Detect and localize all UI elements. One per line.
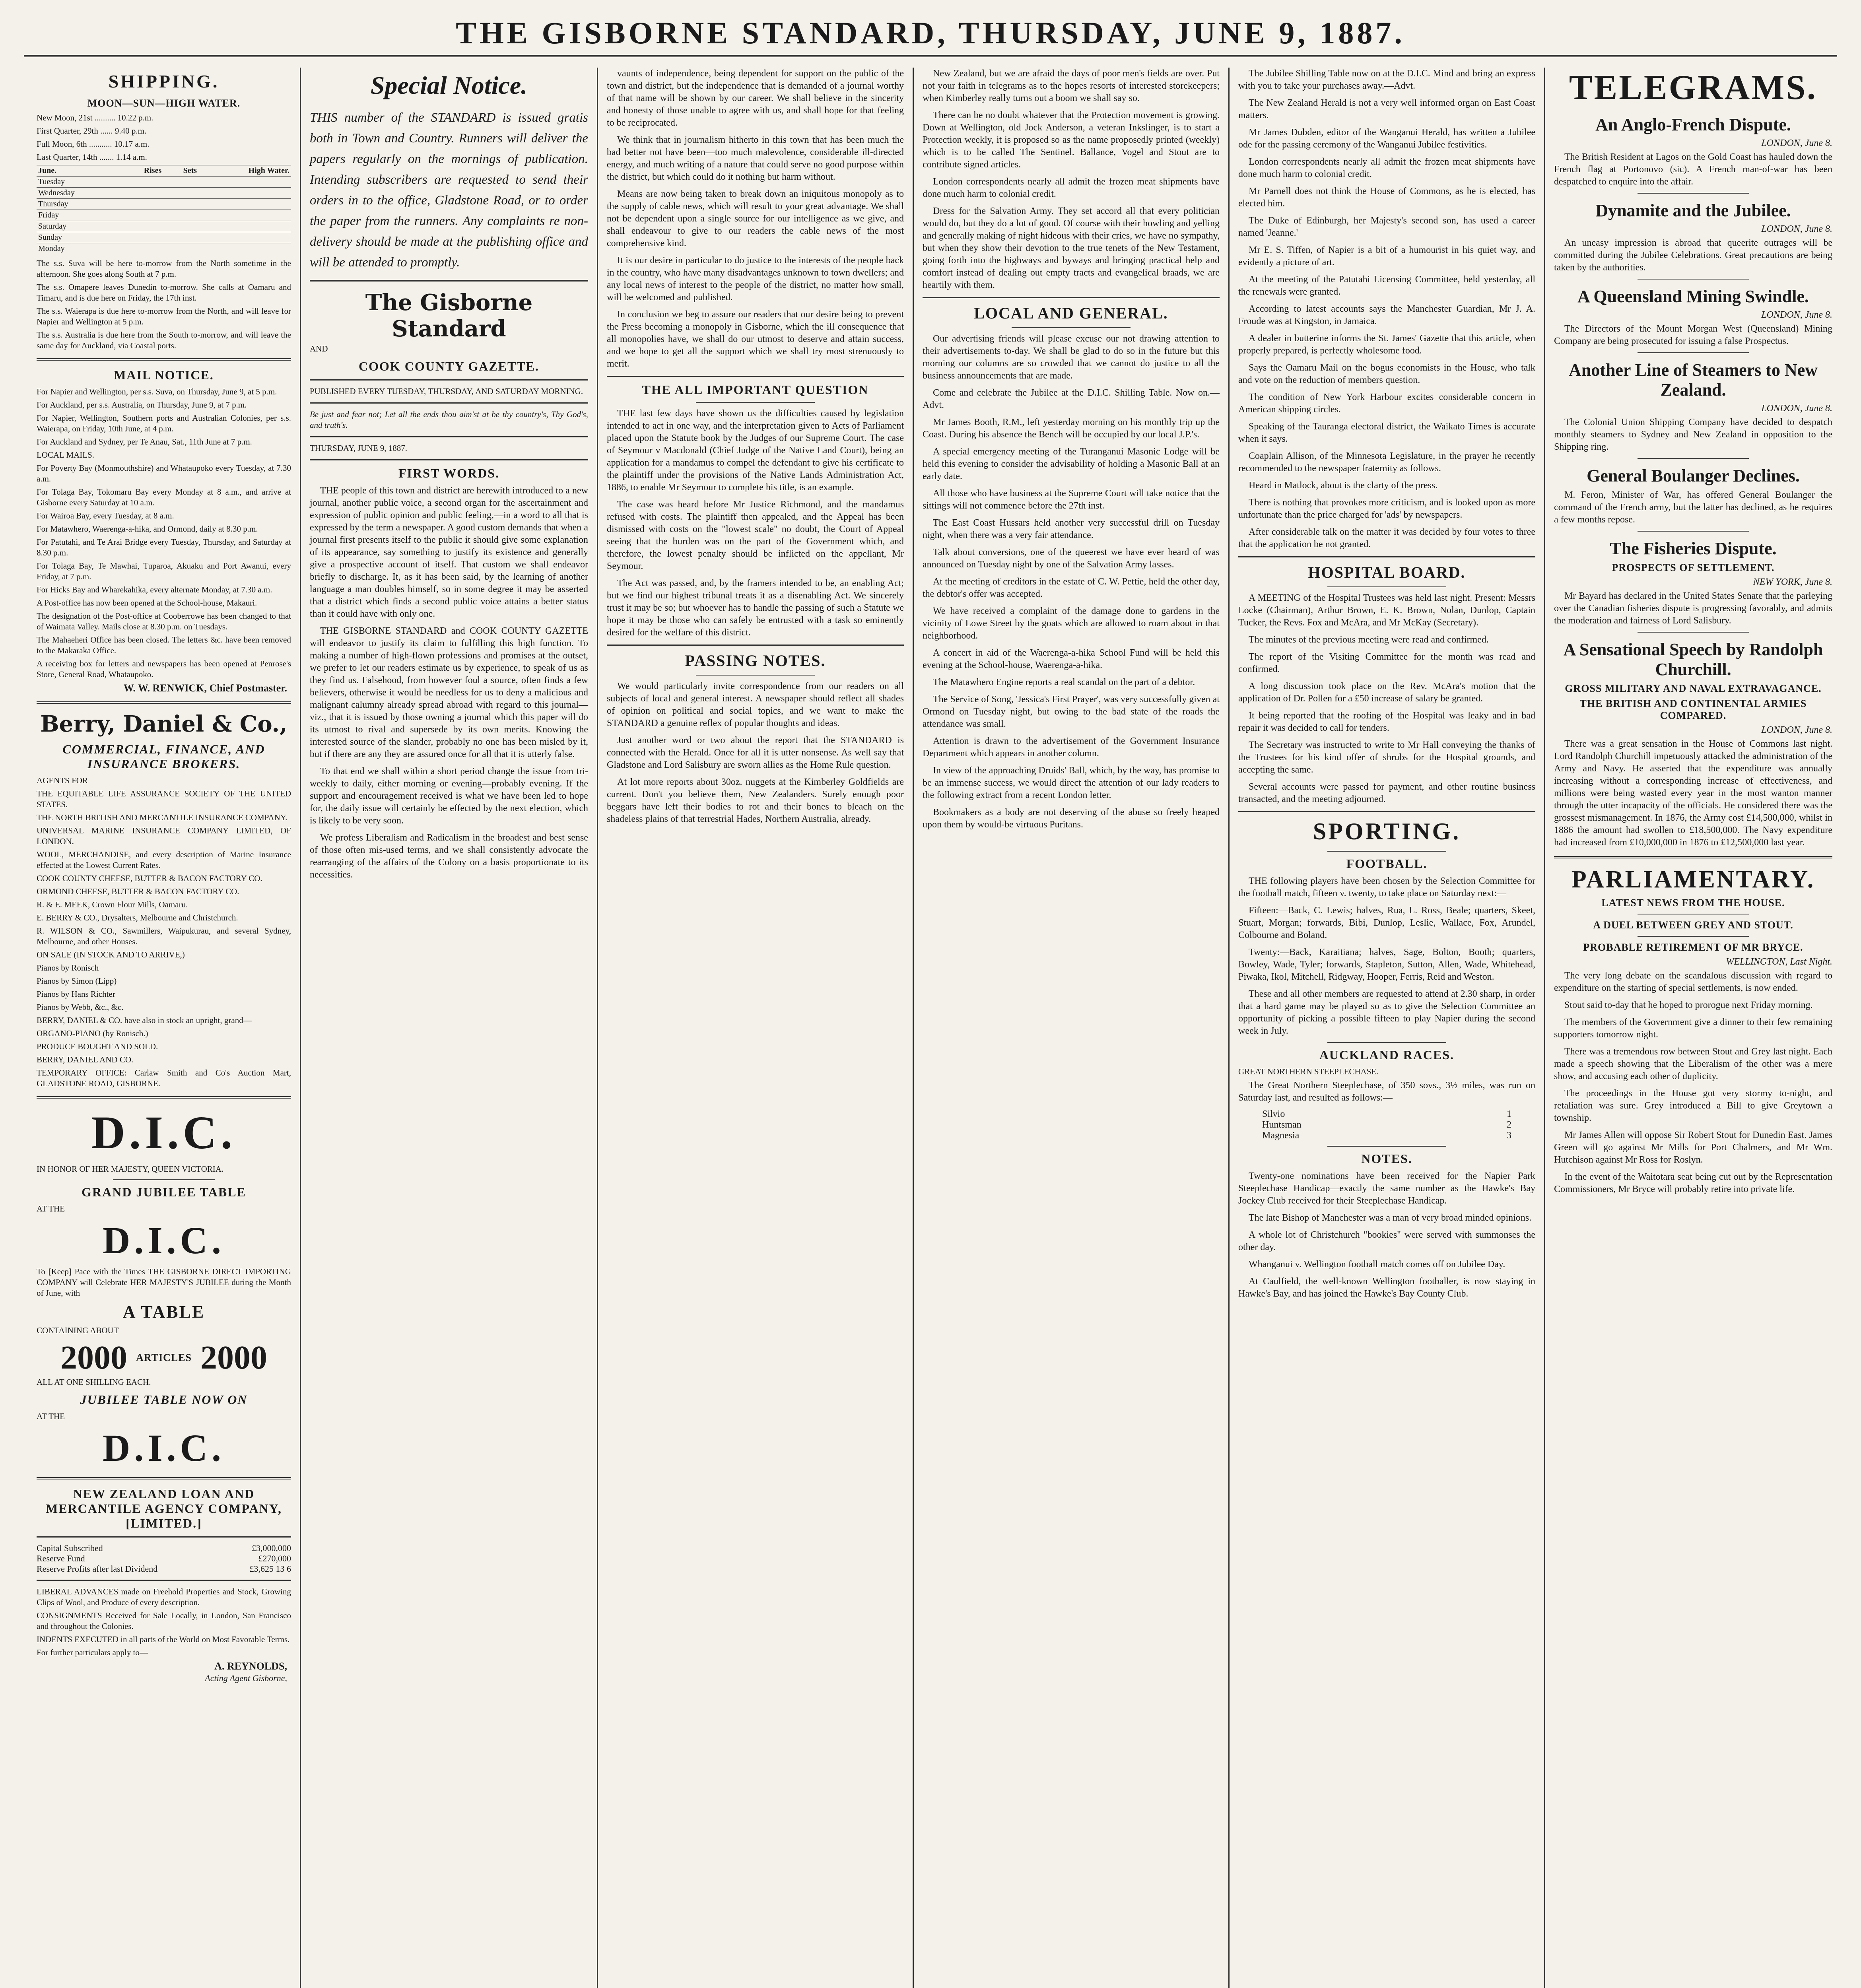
horse-name: Huntsman bbox=[1262, 1120, 1302, 1130]
notes-para: At Caulfield, the well-known Wellington footballer, is now staying in Hawke's Bay, and has joined the Hawke's Bay County Club. bbox=[1238, 1276, 1535, 1299]
nzloan-capital-label: Capital Subscribed bbox=[37, 1543, 103, 1553]
col5-para: After considerable talk on the matter it was decided by four votes to three that the application be not granted. bbox=[1238, 527, 1535, 549]
local-para: Come and celebrate the Jubilee at the D.I.C. Shilling Table. Now on.—Advt. bbox=[923, 388, 1220, 410]
first-words-para: THE people of this town and district are herewith introduced to a new journal, another public voice, a second organ for the ascertainment and expression of public opinion and public feeling,—in a word to all that is expressed by the term a newspaper. A good custom demands that when a journal first presents itself to the public it should give some explanation of its appearance, say something to justify its existence and generally give a prospective account of itself. That custom we shall endeavor briefly to discharge. It, as it has been said, by the learning of another language a man doubles himself, so in some degree it may be asserted that a district which finds a second public voice attains a better status than it could have with only one. bbox=[310, 485, 588, 619]
col5-para: Mr E. S. Tiffen, of Napier is a bit of a humourist in his quiet way, and evidently a picture of art. bbox=[1238, 245, 1535, 268]
dic-title-2: D.I.C. bbox=[102, 1219, 225, 1262]
horse-place: 3 bbox=[1507, 1130, 1511, 1141]
tide-header: June. bbox=[37, 165, 120, 177]
all-important-para: THE last few days have shown us the difficulties caused by legislation intended to act in one way, and the interpretation given to Acts of Parliament placed upon the Statute book by the Judges of our Supreme Court. The case of Seymour v Macdonald (Chief Judge of the Native Land Court), being an application for a mandamus to compel the defendant to give his certificate to the plaintiff under the provisions of the Native Lands Administration Act, 1886, to enable Mr Seymour to complete his title, is an example. bbox=[607, 408, 904, 493]
local-para: The Matawhero Engine reports a real scandal on the part of a debtor. bbox=[933, 677, 1195, 687]
paper-published: PUBLISHED EVERY TUESDAY, THURSDAY, AND SATURDAY MORNING. bbox=[310, 386, 583, 396]
dic-body: To [Keep] Pace with the Times THE GISBORNE DIRECT IMPORTING COMPANY will Celebrate HER MAJESTY'S JUBILEE during the Month of June, with bbox=[37, 1267, 291, 1298]
local-para: All those who have business at the Supreme Court will take notice that the sittings will not commence before the 27th inst. bbox=[923, 488, 1220, 511]
football-para: Twenty:—Back, Karaitiana; halves, Sage, Bolton, Booth; quarters, Bowley, Wade, Tyler; forwards, Stapleton, Sutton, Allen, Wade, Whitehead, Piwaka, Ikol, Mitchell, Ridgway, Hooper, Ferris, Reid and Weston. bbox=[1238, 947, 1535, 982]
mail-item: For Tolaga Bay, Te Mawhai, Tuparoa, Akuaku and Port Awanui, every Friday, at 7 p.m. bbox=[37, 561, 291, 581]
berry-subtitle: COMMERCIAL, FINANCE, AND INSURANCE BROKERS. bbox=[62, 742, 265, 771]
parliament-head: A DUEL BETWEEN GREY AND STOUT. bbox=[1593, 919, 1793, 931]
col5-para: Heard in Matlock, about is the clarty of the press. bbox=[1249, 480, 1438, 491]
tide-day: Tuesday bbox=[37, 177, 120, 188]
berry-agency: R. & E. MEEK, Crown Flour Mills, Oamaru. bbox=[37, 900, 188, 909]
auckland-sub: GREAT NORTHERN STEEPLECHASE. bbox=[1238, 1067, 1379, 1076]
berry-title: Berry, Daniel & Co., bbox=[40, 711, 288, 737]
col4-para: New Zealand, but we are afraid the days of poor men's fields are over. Put not your faith in telegrams as to the hopes resorts of interested storekeepers; when Kimberley really turns out a boom we shall say so. bbox=[923, 68, 1220, 103]
dic-jubilee-heading: GRAND JUBILEE TABLE bbox=[82, 1185, 246, 1199]
dic-title-3: D.I.C. bbox=[102, 1427, 225, 1469]
football-para: These and all other members are requested to attend at 2.30 sharp, in order that a hard game may be played so as to give the Selection Committee an opportunity of picking a possible fifteen to play Napier during the second week in July. bbox=[1238, 989, 1535, 1036]
telegram-subhead: GROSS MILITARY AND NAVAL EXTRAVAGANCE. bbox=[1565, 683, 1822, 694]
notice-title: Special Notice. bbox=[370, 71, 528, 99]
telegram-dateline: LONDON, June 8. bbox=[1761, 403, 1832, 414]
nzloan-body: For further particulars apply to— bbox=[37, 1648, 148, 1657]
telegram-head: Dynamite and the Jubilee. bbox=[1595, 201, 1791, 220]
nzloan-signature-title: Acting Agent Gisborne, bbox=[205, 1673, 287, 1683]
mail-signature: W. W. RENWICK, Chief Postmaster. bbox=[123, 682, 287, 694]
col5-para: The Duke of Edinburgh, her Majesty's second son, has used a career named 'Jeanne.' bbox=[1238, 215, 1535, 238]
berry-agency: ORMOND CHEESE, BUTTER & BACON FACTORY CO. bbox=[37, 887, 239, 896]
editorial-para: In conclusion we beg to assure our readers that our desire being to prevent the Press becoming a monopoly in Gisborne, which the ill consequence that all monopolies have, we shall do our utmost to deserve and attain success, and we hope to get all the support which we shall try most strenuously to merit. bbox=[607, 309, 904, 369]
mail-item: For Matawhero, Waerenga-a-hika, and Ormond, daily at 8.30 p.m. bbox=[37, 524, 258, 534]
hospital-para: It being reported that the roofing of the Hospital was leaky and in bad repair it was decided to call for tenders. bbox=[1238, 711, 1535, 733]
first-words-para: THE GISBORNE STANDARD and COOK COUNTY GAZETTE will endeavor to justify its claim to fulfilling this high function. To making a number of high-flown professions and promises at the outset, we prefer to let our readers estimate us by experience, to speak of us as they find us. Falsehood, from however foul a source, often finds a few believers, otherwise it would be needless for us to deny a malicious and malignant calumny already spread abroad with regard to this journal—viz., that it is issued by those owning a journal which this paper will do its utmost to rival and supersede by its own merits. Knowing the interested source of the slander, probably no one has been misled by it, but if there are any they are assured once for all that it is utterly false. bbox=[310, 626, 588, 759]
parliament-dateline: WELLINGTON, Last Night. bbox=[1726, 957, 1832, 967]
berry-agency: R. WILSON & CO., Sawmillers, Waipukurau, and several Sydney, Melbourne, and other Houses. bbox=[37, 926, 291, 946]
nzloan-profits-label: Reserve Profits after last Dividend bbox=[37, 1564, 158, 1574]
telegram-item bbox=[1554, 539, 1832, 627]
tide-header: Rises bbox=[120, 165, 163, 177]
column-hospital-sport bbox=[1230, 68, 1545, 1988]
col5-para: The Jubilee Shilling Table now on at the D.I.C. Mind and bring an express with you to take your purchases away.—Advt. bbox=[1238, 68, 1535, 91]
telegram-dateline: LONDON, June 8. bbox=[1761, 725, 1832, 735]
berry-agency: UNIVERSAL MARINE INSURANCE COMPANY LIMITED, OF LONDON. bbox=[37, 826, 291, 846]
nzloan-reserve-label: Reserve Fund bbox=[37, 1553, 85, 1563]
col5-para: The condition of New York Harbour excites considerable concern in American shipping circles. bbox=[1238, 392, 1535, 415]
telegram-body: The Directors of the Mount Morgan West (Queensland) Mining Company are being prosecuted for issuing a false Prospectus. bbox=[1554, 324, 1832, 346]
parliament-para: The very long debate on the scandalous discussion with regard to expenditure on the starting of special settlements, is now ended. bbox=[1554, 971, 1832, 993]
local-para: Talk about conversions, one of the queerest we have ever heard of was announced on Tuesday night by one of the Salvation Army lasses. bbox=[923, 547, 1220, 570]
telegram-body: The British Resident at Lagos on the Gold Coast has hauled down the French flag at Portonovo (sic). A French man-of-war has been despatched to enquire into the affair. bbox=[1554, 152, 1832, 187]
berry-agency: WOOL, MERCHANDISE, and every description of Marine Insurance effected at the Lowest Current Rates. bbox=[37, 850, 291, 870]
telegram-item bbox=[1554, 640, 1832, 849]
nzloan-reserve-value: £270,000 bbox=[258, 1553, 291, 1563]
moon-heading: MOON—SUN—HIGH WATER. bbox=[87, 97, 241, 109]
mail-item: A Post-office has now been opened at the School-house, Makauri. bbox=[37, 598, 257, 608]
telegram-body: There was a great sensation in the House of Commons last night. Lord Randolph Churchill impetuously attacked the administration of the Army and Navy. He asserted that the expenditure was annually increasing without a corresponding increase of effectiveness, and millions were being wasted every year in the most wanton manner through the utter incapacity of the officials. He considered there was the grossest mismanagement. In 1876, the Army cost £14,500,000, whilst in 1886 the amount had swollen to £18,500,000. The Navy expenditure had increased from £10,000,000 in 1876 to £12,500,000 last year. bbox=[1554, 739, 1832, 848]
editorial-para: It is our desire in particular to do justice to the interests of the people back in the country, who have many disadvantages unknown to town dwellers; and any local news of interest to the people of the district, no matter how small, will be welcomed and published. bbox=[607, 255, 904, 303]
nzloan-signature: A. REYNOLDS, bbox=[214, 1660, 287, 1672]
nzloan-body: LIBERAL ADVANCES made on Freehold Properties and Stock, Growing Clips of Wool, and Produce of every description. bbox=[37, 1587, 291, 1607]
shipping-note: The s.s. Omapere leaves Dunedin to-morrow. She calls at Oamaru and Timaru, and is due here on Friday, the 17th inst. bbox=[37, 282, 291, 303]
editorial-para: We think that in journalism hitherto in this town that has been much the bad better not have been—too much malevolence, considerable ill-directed energy, and much writing of a nature that could serve no good purpose within the district, but which could do it nothing but harm without. bbox=[607, 135, 904, 182]
notice-text: THIS number of the STANDARD is issued gratis both in Town and Country. Runners will deliver the papers regularly on the mornings of publication. Intending subscribers are requested to send their orders in to the office, Gladstone Road, or to order the paper from the runners. Any complaints re non-delivery should be made at the publishing office and will be attended to promptly. bbox=[310, 111, 588, 270]
berry-agency: Pianos by Hans Richter bbox=[37, 989, 115, 999]
local-para: Attention is drawn to the advertisement of the Government Insurance Department which appears in another column. bbox=[923, 736, 1220, 759]
mail-item: For Auckland and Sydney, per Te Anau, Sat., 11th June at 7 p.m. bbox=[37, 437, 252, 447]
parliament-head: PROBABLE RETIREMENT OF MR BRYCE. bbox=[1583, 942, 1803, 953]
parliament-para: The members of the Government give a dinner to their few remaining supporters tomorrow night. bbox=[1554, 1017, 1832, 1040]
nzloan-capital-value: £3,000,000 bbox=[252, 1543, 291, 1553]
dic-price: ALL AT ONE SHILLING EACH. bbox=[37, 1377, 151, 1387]
local-para: The East Coast Hussars held another very successful drill on Tuesday night, when there was a very fair attendance. bbox=[923, 518, 1220, 540]
mail-item: A receiving box for letters and newspapers has been opened at Penrose's Store, General Road, Whataupoko. bbox=[37, 659, 291, 679]
telegram-dateline: LONDON, June 8. bbox=[1761, 138, 1832, 148]
local-para: In view of the approaching Druids' Ball, which, by the way, has promise to be an immense success, we would direct the attention of our lady readers to the following extract from a recent London letter. bbox=[923, 765, 1220, 800]
parliament-para: There was a tremendous row between Stout and Grey last night. Each made a speech showing that the Liberalism of the other was a mere show, and accusing each other of duplicity. bbox=[1554, 1046, 1832, 1081]
telegrams-subtitle: An Anglo-French Dispute. bbox=[1595, 115, 1791, 134]
parliament-title: PARLIAMENTARY. bbox=[1571, 866, 1815, 893]
berry-agency: PRODUCE BOUGHT AND SOLD. bbox=[37, 1042, 158, 1051]
telegrams-title: TELEGRAMS. bbox=[1569, 68, 1818, 107]
race-result bbox=[1238, 1109, 1535, 1120]
col5-para: According to latest accounts says the Manchester Guardian, Mr J. A. Froude was at Kingston, in Jamaica. bbox=[1238, 304, 1535, 326]
mail-item: For Hicks Bay and Wharekahika, every alternate Monday, at 7.30 a.m. bbox=[37, 585, 272, 594]
berry-agency: BERRY, DANIEL AND CO. bbox=[37, 1055, 134, 1064]
mail-item: For Wairoa Bay, every Tuesday, at 8 a.m. bbox=[37, 511, 174, 520]
race-result bbox=[1238, 1130, 1535, 1141]
column-telegrams bbox=[1545, 68, 1841, 1988]
tide-day: Sunday bbox=[37, 232, 120, 243]
notes-para: A whole lot of Christchurch "bookies" were served with summonses the other day. bbox=[1238, 1230, 1535, 1252]
tide-day: Friday bbox=[37, 210, 120, 221]
local-para: Mr James Booth, R.M., left yesterday morning on his monthly trip up the Coast. During his absence the Bench will be occupied by our local J.P.'s. bbox=[923, 417, 1220, 440]
dic-articles: ARTICLES bbox=[136, 1351, 192, 1363]
local-para: A special emergency meeting of the Turanganui Masonic Lodge will be held this evening to consider the advisability of holding a Masonic Ball at an early date. bbox=[923, 447, 1220, 481]
race-result bbox=[1238, 1120, 1535, 1130]
nzloan-body: CONSIGNMENTS Received for Sale Locally, in London, San Francisco and throughout the Colonies. bbox=[37, 1611, 291, 1631]
mail-item: For Napier, Wellington, Southern ports and Australian Colonies, per s.s. Waierapa, on Friday, 10th June, at 4 p.m. bbox=[37, 413, 291, 433]
col5-para: Says the Oamaru Mail on the bogus economists in the House, who talk and vote on the reduction of members question. bbox=[1238, 363, 1535, 385]
parliament-head: LATEST NEWS FROM THE HOUSE. bbox=[1601, 897, 1785, 909]
horse-place: 1 bbox=[1507, 1109, 1511, 1119]
local-para: At the meeting of creditors in the estate of C. W. Pettie, held the other day, the debtor's offer was accepted. bbox=[923, 577, 1220, 599]
berry-agency: E. BERRY & CO., Drysalters, Melbourne and Christchurch. bbox=[37, 913, 238, 922]
col5-para: Coaplain Allison, of the Minnesota Legislature, in the prayer he recently recommended to the newspaper fraternity as follows. bbox=[1238, 451, 1535, 474]
dic-count-row bbox=[37, 1338, 291, 1377]
dic-a-table: A TABLE bbox=[122, 1302, 205, 1322]
football-heading: FOOTBALL. bbox=[1346, 856, 1428, 871]
passing-notes-heading: PASSING NOTES. bbox=[685, 652, 826, 670]
mail-item: For Patutahi, and Te Arai Bridge every Tuesday, Thursday, and Saturday at 8.30 p.m. bbox=[37, 537, 291, 557]
telegram-item bbox=[1554, 287, 1832, 348]
parliament-para: Stout said to-day that he hoped to prorogue next Friday morning. bbox=[1564, 1000, 1813, 1010]
mail-heading: MAIL NOTICE. bbox=[114, 368, 214, 382]
shipping-heading: SHIPPING. bbox=[108, 71, 220, 91]
paper-title: The Gisborne Standard bbox=[365, 289, 533, 342]
tide-header: High Water. bbox=[198, 165, 291, 177]
nzloan-body: INDENTS EXECUTED in all parts of the World on Most Favorable Terms. bbox=[37, 1635, 290, 1644]
dic-at-the: AT THE bbox=[37, 1204, 65, 1213]
berry-agency: BERRY, DANIEL & CO. have also in stock an upright, grand— bbox=[37, 1015, 252, 1025]
hospital-para: The report of the Visiting Committee for the month was read and confirmed. bbox=[1238, 652, 1535, 674]
col4-para: London correspondents nearly all admit the frozen meat shipments have done much harm to colonial credit. bbox=[923, 177, 1220, 199]
moon-row: New Moon, 21st .......... 10.22 p.m. bbox=[37, 113, 153, 122]
columns bbox=[28, 68, 1841, 1988]
mail-item: For Poverty Bay (Monmouthshire) and Whataupoko every Tuesday, at 7.30 a.m. bbox=[37, 463, 291, 483]
telegram-subhead: PROSPECTS OF SETTLEMENT. bbox=[1612, 562, 1775, 573]
telegram-head: The Fisheries Dispute. bbox=[1610, 539, 1777, 558]
telegram-body: An uneasy impression is abroad that queerite outrages will be committed during the Jubilee Celebrations. Great precautions are being taken by the authorities. bbox=[1554, 238, 1832, 273]
all-important-para: The case was heard before Mr Justice Richmond, and the mandamus refused with costs. The plaintiff then appealed, and the Appeal has been dismissed with costs on the "lowest scale" no doubt, the Court of Appeal seeing that the burden was on the part of the Government which, and therefore, the lowest penalty should be inflicted on the appellant, Mr Seymour. bbox=[607, 499, 904, 571]
nzloan-capital-row bbox=[37, 1543, 291, 1553]
football-para: Fifteen:—Back, C. Lewis; halves, Rua, L. Ross, Beale; quarters, Skeet, Stuart, Morgan; forwards, Bibi, Dunlop, Leslie, Wallace, Fox, Arundel, Colbourne and Boland. bbox=[1238, 905, 1535, 940]
notes-para: The late Bishop of Manchester was a man of very broad minded opinions. bbox=[1249, 1213, 1532, 1223]
berry-agency: Pianos by Ronisch bbox=[37, 963, 99, 973]
football-para: THE following players have been chosen by the Selection Committee for the football match, fifteen v. twenty, to take place on Saturday next:— bbox=[1238, 876, 1535, 899]
dic-at-the-2: AT THE bbox=[37, 1411, 65, 1421]
telegram-item bbox=[1554, 138, 1832, 188]
notes-para: Whanganui v. Wellington football match comes off on Jubilee Day. bbox=[1249, 1259, 1506, 1270]
local-para: We have received a complaint of the damage done to gardens in the vicinity of Lowe Street by the goats which are allowed to roam about in that neighborhood. bbox=[923, 606, 1220, 641]
col5-para: A dealer in butterine informs the St. James' Gazette that this article, when properly prepared, is perfectly wholesome food. bbox=[1238, 333, 1535, 356]
shipping-note: The s.s. Australia is due here from the South to-morrow, and will leave the same day for Auckland, via Coastal ports. bbox=[37, 330, 291, 350]
local-para: Bookmakers as a body are not deserving of the abuse so freely heaped upon them by would-be virtuous Puritans. bbox=[923, 807, 1220, 830]
masthead bbox=[24, 11, 1837, 57]
shipping-note: The s.s. Waierapa is due here to-morrow from the North, and will leave for Napier and Wellington at 5 p.m. bbox=[37, 306, 291, 326]
telegram-head: Another Line of Steamers to New Zealand. bbox=[1568, 360, 1818, 400]
mail-item: The Mahaeheri Office has been closed. The letters &c. have been removed to the Makaraka Office. bbox=[37, 635, 291, 655]
col5-para: Speaking of the Tauranga electoral district, the Waikato Times is accurate when it says. bbox=[1238, 421, 1535, 444]
horse-place: 2 bbox=[1507, 1120, 1511, 1130]
berry-agency: THE EQUITABLE LIFE ASSURANCE SOCIETY OF THE UNITED STATES. bbox=[37, 789, 291, 809]
editorial-para: vaunts of independence, being dependent for support on the public of the town and district, but the independence that is demanded of a journal worthy of that name will be shown by our career. We shall believe in the sincerity and honesty of those unable to agree with us, and shall hope for that feeling to be reciprocated. bbox=[607, 68, 904, 128]
dic-title: D.I.C. bbox=[91, 1107, 237, 1159]
paper-and: AND bbox=[310, 344, 328, 353]
col5-para: There is nothing that provokes more criticism, and is looked upon as more unfortunate than the price charged for 'ads' by newspapers. bbox=[1238, 497, 1535, 520]
berry-agency: TEMPORARY OFFICE: Carlaw Smith and Co's Auction Mart, GLADSTONE ROAD, GISBORNE. bbox=[37, 1068, 291, 1088]
passing-notes-para: At lot more reports about 30oz. nuggets at the Kimberley Goldfields are current. Don't you believe them, New Zealanders. Surely enough poor beggars have left their bodies to rot and their bones to bleach on the shadeless plains of that terrestrial Hades, Northern Australia, already. bbox=[607, 777, 904, 824]
first-words-para: To that end we shall within a short period change the issue from tri-weekly to daily, either morning or evening—probably evening. If the support and encouragement received is what we have been led to hope for, the daily issue will certainly be effected by the next election, which is likely to be very soon. bbox=[310, 766, 588, 826]
telegram-dateline: LONDON, June 8. bbox=[1761, 310, 1832, 320]
sporting-heading: SPORTING. bbox=[1313, 818, 1461, 845]
hospital-para: The minutes of the previous meeting were read and confirmed. bbox=[1249, 635, 1489, 645]
horse-name: Magnesia bbox=[1262, 1130, 1300, 1141]
dic-honour: IN HONOR OF HER MAJESTY, QUEEN VICTORIA. bbox=[37, 1164, 224, 1174]
masthead-title: THE GISBORNE STANDARD, THURSDAY, JUNE 9, 1887. bbox=[456, 16, 1405, 50]
first-words-heading: FIRST WORDS. bbox=[398, 466, 499, 480]
col5-para: Mr James Dubden, editor of the Wanganui Herald, has written a Jubilee ode for the passing ceremony of the Wanganui Jubilee festivities. bbox=[1238, 127, 1535, 150]
mail-item: LOCAL MAILS. bbox=[37, 450, 95, 460]
dic-count-left: 2000 bbox=[60, 1339, 127, 1376]
moon-row: First Quarter, 29th ...... 9.40 p.m. bbox=[37, 126, 147, 136]
paper-motto: Be just and fear not; Let all the ends thou aim'st at be thy country's, Thy God's, and truth's. bbox=[310, 410, 588, 430]
column-local bbox=[914, 68, 1230, 1988]
auckland-body: The Great Northern Steeplechase, of 350 sovs., 3½ miles, was run on Saturday last, and resulted as follows:— bbox=[1238, 1080, 1535, 1103]
nzloan-profits-row bbox=[37, 1564, 291, 1574]
berry-agency: Pianos by Webb, &c., &c. bbox=[37, 1002, 124, 1012]
col5-para: Mr Parnell does not think the House of Commons, as he is elected, has elected him. bbox=[1238, 186, 1535, 209]
mail-item: For Tolaga Bay, Tokomaru Bay every Monday at 8 a.m., and arrive at Gisborne every Saturday at 10 a.m. bbox=[37, 487, 291, 507]
paper-dateline: THURSDAY, JUNE 9, 1887. bbox=[310, 443, 408, 453]
horse-name: Silvio bbox=[1262, 1109, 1285, 1119]
hospital-para: A long discussion took place on the Rev. McAra's motion that the application of Dr. Pollen for a £50 increase of salary be granted. bbox=[1238, 681, 1535, 704]
moon-row: Full Moon, 6th ........... 10.17 a.m. bbox=[37, 139, 150, 149]
passing-notes-para: We would particularly invite correspondence from our readers on all subjects of local and general interest. A newspaper should reflect all shades of opinion on political and social topics, and we want to make the STANDARD a genuine reflex of popular thoughts and ideas. bbox=[607, 681, 904, 728]
parliament-para: Mr James Allen will oppose Sir Robert Stout for Dunedin East. James Green will go against Mr Mills for Port Chalmers, and Mr Wm. Hutchison against Mr Ross for Roslyn. bbox=[1554, 1130, 1832, 1165]
shipping-note: The s.s. Suva will be here to-morrow from the North sometime in the afternoon. She goes along South at 7 p.m. bbox=[37, 258, 291, 279]
tide-table bbox=[37, 165, 291, 254]
auckland-heading: AUCKLAND RACES. bbox=[1319, 1048, 1455, 1062]
hospital-para: A MEETING of the Hospital Trustees was held last night. Present: Messrs Locke (Chairman), Arthur Brown, E. K. Brown, Nolan, Dunlop, Captain Tucker, the Revs. Fox and McAra, and Mr McKay (Secretary). bbox=[1238, 593, 1535, 628]
tide-day: Monday bbox=[37, 243, 120, 254]
telegram-item bbox=[1554, 201, 1832, 274]
nzloan-title: NEW ZEALAND LOAN AND MERCANTILE AGENCY COMPANY, [LIMITED.] bbox=[46, 1487, 282, 1530]
local-para: The Service of Song, 'Jessica's First Prayer', was very successfully given at Ormond on Tuesday night, but owing to the bad state of the roads the attendance was small. bbox=[923, 694, 1220, 729]
editorial-para: Means are now being taken to break down an iniquitous monopoly as to the supply of cable news, which will result to your great advantage. We shall not be dependent upon a single source for our intelligence as we give, and shall endeavour to give to our readers the cable news of the most comprehensive kind. bbox=[607, 189, 904, 248]
col5-para: London correspondents nearly all admit the frozen meat shipments have done much harm to colonial credit. bbox=[1238, 157, 1535, 179]
telegram-head: A Sensational Speech by Randolph Churchill. bbox=[1563, 640, 1823, 679]
mail-item: For Auckland, per s.s. Australia, on Thursday, June 9, at 7 p.m. bbox=[37, 400, 247, 410]
all-important-heading: THE ALL IMPORTANT QUESTION bbox=[642, 382, 869, 397]
berry-agency: ON SALE (IN STOCK AND TO ARRIVE,) bbox=[37, 950, 185, 959]
first-words-para: We profess Liberalism and Radicalism in the broadest and best sense of those often mis-used terms, and we shall consistently advocate the rearranging of the affairs of the Colony on a basis proportionate to its necessities. bbox=[310, 833, 588, 880]
column-editorial bbox=[598, 68, 914, 1988]
tide-day: Wednesday bbox=[37, 188, 120, 199]
moon-row: Last Quarter, 14th ....... 1.14 a.m. bbox=[37, 152, 147, 162]
telegram-head: A Queensland Mining Swindle. bbox=[1577, 287, 1809, 306]
berry-agency: Pianos by Simon (Lipp) bbox=[37, 976, 117, 986]
hospital-para: Several accounts were passed for payment, and other routine business transacted, and the meeting adjourned. bbox=[1238, 782, 1535, 804]
dic-containing: CONTAINING ABOUT bbox=[37, 1326, 119, 1335]
column-notice bbox=[301, 68, 598, 1988]
notes-para: Twenty-one nominations have been received for the Napier Park Steeplechase Handicap—exactly the same number as the Hawke's Bay Jockey Club received for their Steeplechase Handicap. bbox=[1238, 1171, 1535, 1206]
all-important-para: The Act was passed, and, by the framers intended to be, an enabling Act; but we find our highest tribunal treats it as a disenabling Act. We sincerely trust it may be so; but whoever has to handle the passing of such a Statute we hope it may be those who can safely be entrusted with a task so eminently desired for the welfare of this district. bbox=[607, 578, 904, 638]
telegram-item bbox=[1554, 360, 1832, 453]
col5-para: At the meeting of the Patutahi Licensing Committee, held yesterday, all the renewals were granted. bbox=[1238, 274, 1535, 297]
berry-agency: ORGANO-PIANO (by Ronisch.) bbox=[37, 1029, 148, 1038]
local-para: Our advertising friends will please excuse our not drawing attention to their advertisements to-day. We shall be glad to do so in the future but this morning our columns are so crowded that we cannot do justice to all the business announcements that are made. bbox=[923, 334, 1220, 381]
nzloan-reserve-row bbox=[37, 1553, 291, 1564]
dic-count-right: 2000 bbox=[200, 1339, 268, 1376]
local-para: A concert in aid of the Waerenga-a-hika School Fund will be held this evening at the School-house, Waerenga-a-hika. bbox=[923, 648, 1220, 670]
parliament-para: In the event of the Waitotara seat being cut out by the Representation Commissioners, Mr Bryce will probably retire into private life. bbox=[1554, 1172, 1832, 1194]
col4-para: Dress for the Salvation Army. They set accord all that every politician would do, but they do a lot of good. Of course with their howling and yelling and generally making of night hideous with their cries, we have no sympathy, but when they show their devotion to the true tenets of the New Testament, going forth into the highways and byways and bringing practical help and comfort instead of dealing out empty tracts and evangelical braads, we are heartily with them. bbox=[923, 206, 1220, 290]
berry-agents-for: AGENTS FOR bbox=[37, 776, 88, 785]
mail-item: For Napier and Wellington, per s.s. Suva, on Thursday, June 9, at 5 p.m. bbox=[37, 387, 277, 396]
local-general-heading: LOCAL AND GENERAL. bbox=[974, 304, 1168, 322]
notes-heading: NOTES. bbox=[1361, 1151, 1412, 1166]
column-shipping bbox=[28, 68, 301, 1988]
telegram-body: The Colonial Union Shipping Company have decided to despatch monthly steamers to Sydney and New Zealand in opposition to the Shipping ring. bbox=[1554, 417, 1832, 452]
tide-day: Saturday bbox=[37, 221, 120, 232]
tide-day: Thursday bbox=[37, 199, 120, 210]
telegram-head: General Boulanger Declines. bbox=[1587, 466, 1800, 485]
tide-header: Sets bbox=[163, 165, 198, 177]
hospital-para: The Secretary was instructed to write to Mr Hall conveying the thanks of the Trustees for his kind offer of shrubs for the Hospital grounds, and accepting the same. bbox=[1238, 740, 1535, 775]
parliament-para: The proceedings in the House got very stormy to-night, and retaliation was sure. Grey introduced a Bill to give Greytown a township. bbox=[1554, 1088, 1832, 1123]
berry-agency: COOK COUNTY CHEESE, BUTTER & BACON FACTORY CO. bbox=[37, 874, 262, 883]
mail-item: The designation of the Post-office at Cooberrowe has been changed to that of Waimata Valley. Mails close at 8.30 p.m. on Tuesdays. bbox=[37, 611, 291, 631]
telegram-body: M. Feron, Minister of War, has offered General Boulanger the command of the French army, but the latter has declined, as he requires a few months repose. bbox=[1554, 490, 1832, 525]
passing-notes-para: Just another word or two about the report that the STANDARD is connected with the Herald. Once for all it is utter nonsense. As well say that Gladstone and Lord Salisbury are sworn allies as the Home Rule question. bbox=[607, 735, 904, 770]
telegram-dateline: LONDON, June 8. bbox=[1761, 224, 1832, 234]
nzloan-profits-value: £3,625 13 6 bbox=[249, 1564, 291, 1574]
telegram-body: Mr Bayard has declared in the United States Senate that the parleying over the Canadian fisheries dispute is progressing favorably, and admits the moderation and fairness of Lord Salisbury. bbox=[1554, 591, 1832, 626]
telegram-item bbox=[1554, 466, 1832, 526]
dic-now-on: JUBILEE TABLE NOW ON bbox=[80, 1392, 248, 1407]
paper-sub: COOK COUNTY GAZETTE. bbox=[359, 359, 539, 373]
col5-para: The New Zealand Herald is not a very well informed organ on East Coast matters. bbox=[1238, 98, 1535, 120]
hospital-heading: HOSPITAL BOARD. bbox=[1308, 563, 1466, 581]
telegram-dateline: NEW YORK, June 8. bbox=[1753, 577, 1832, 587]
telegram-subhead: THE BRITISH AND CONTINENTAL ARMIES COMPARED. bbox=[1579, 698, 1807, 721]
berry-agency: THE NORTH BRITISH AND MERCANTILE INSURANCE COMPANY. bbox=[37, 813, 288, 822]
col4-para: There can be no doubt whatever that the Protection movement is growing. Down at Wellington, old Jock Anderson, a veteran Inkslinger, is to start a Protection weekly, it is proposed so as the name proposedly printed (weekly) which is to be called The Sentinel. Ballance, Vogel and Stout are to contribute signed articles. bbox=[923, 110, 1220, 170]
